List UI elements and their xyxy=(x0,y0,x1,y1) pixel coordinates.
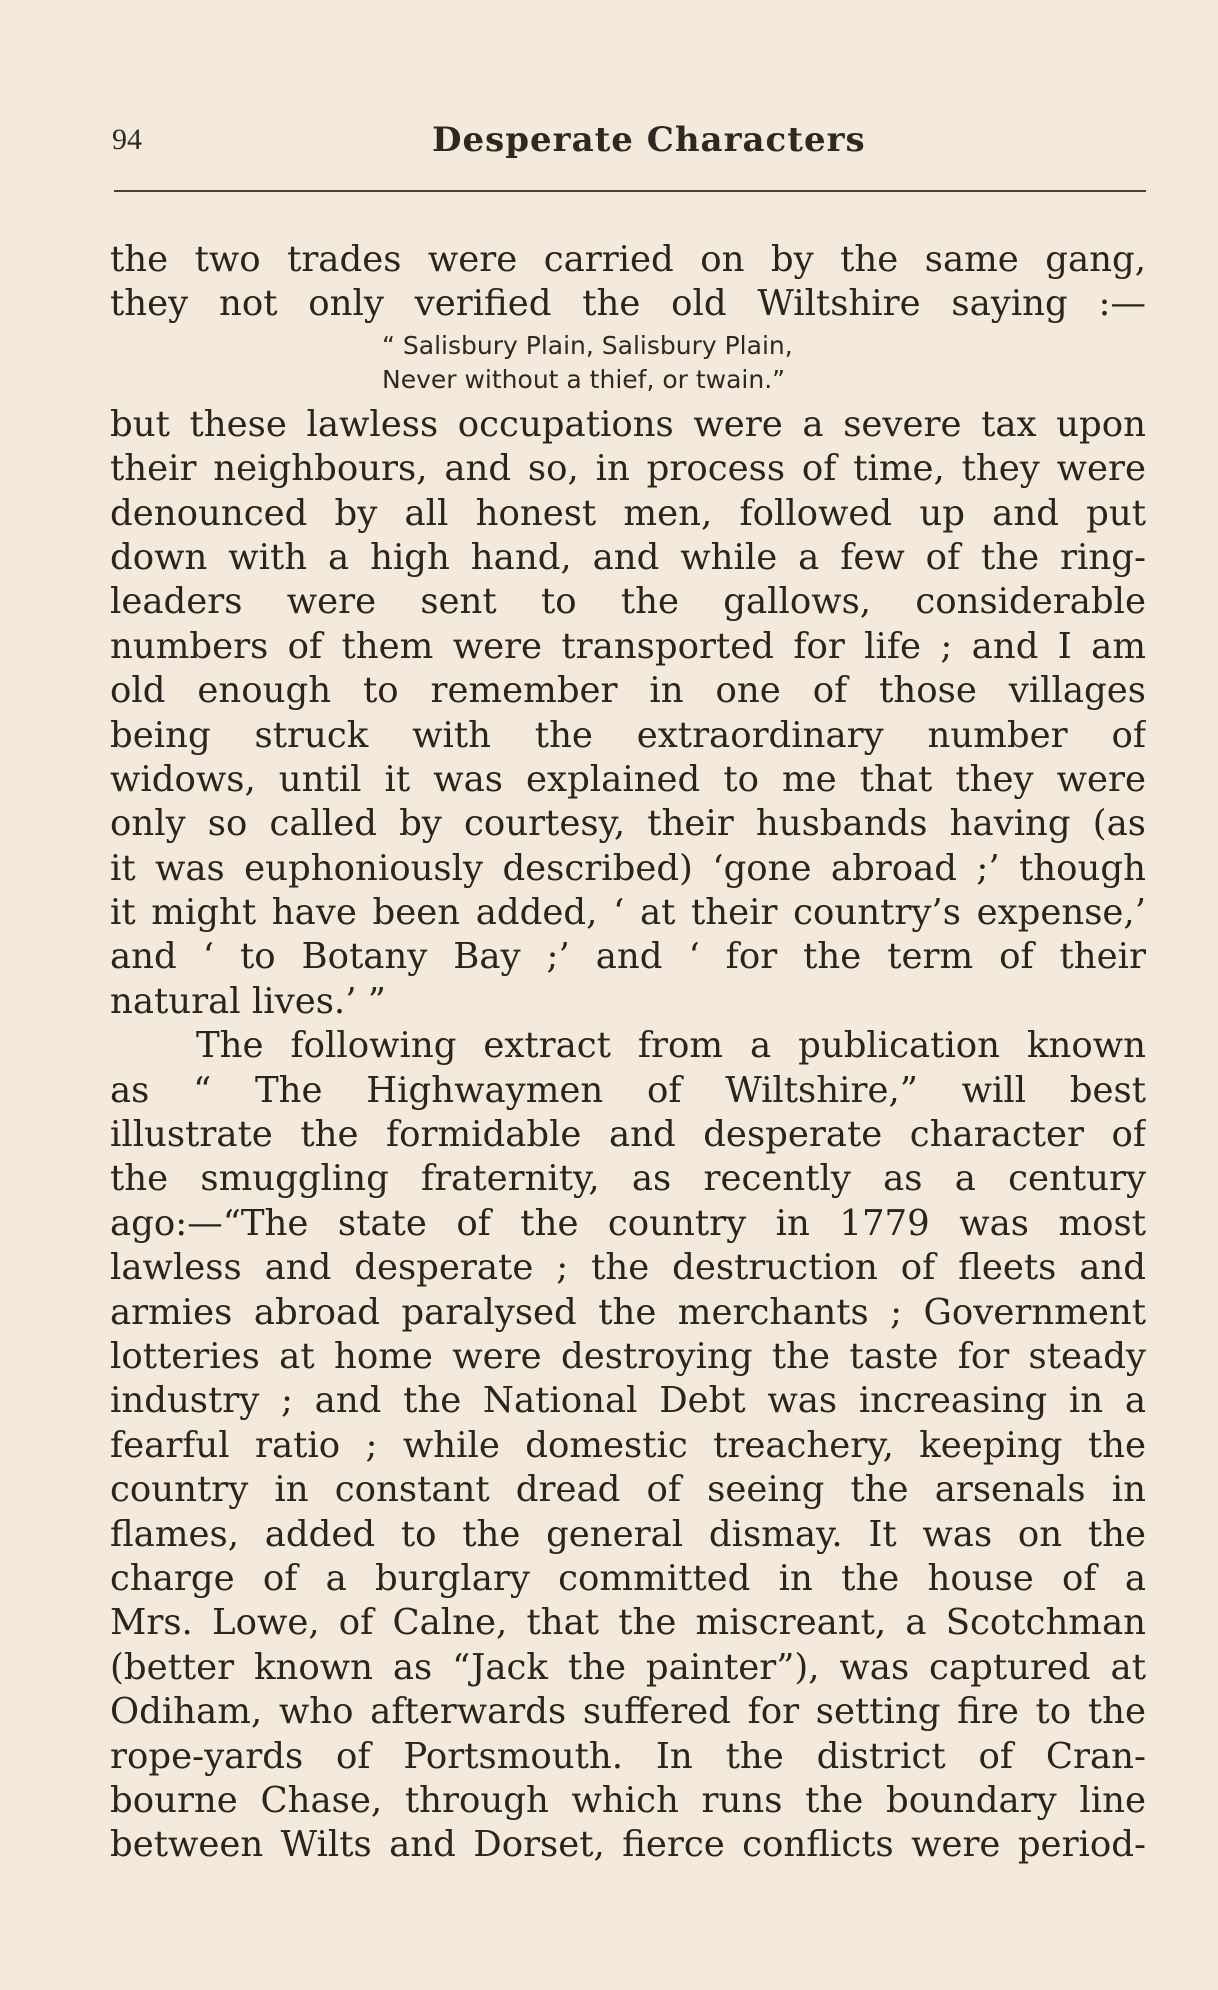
body-text xyxy=(110,238,1146,1868)
header-rule xyxy=(114,190,1146,192)
running-title: Desperate Characters xyxy=(432,120,866,160)
text-line: widows, until it was explained to me that they were xyxy=(110,758,1146,800)
text-line: lotteries at home were destroying the taste for steady xyxy=(110,1335,1146,1377)
text-line: down with a high hand, and while a few of the ring- xyxy=(110,536,1146,578)
text-line: but these lawless occupations were a severe tax upon xyxy=(110,403,1146,445)
text-line: illustrate the formidable and desperate character of xyxy=(110,1114,1146,1156)
text-line: country in constant dread of seeing the arsenals in xyxy=(110,1469,1146,1511)
text-line: being struck with the extraordinary number of xyxy=(110,714,1146,756)
page-number: 94 xyxy=(112,123,142,156)
text-line: leaders were sent to the gallows, considerable xyxy=(110,581,1146,623)
verse-line: Never without a thief, or twain.” xyxy=(382,364,786,394)
text-line: as “ The Highwaymen of Wiltshire,” will best xyxy=(110,1069,1146,1111)
text-line: armies abroad paralysed the merchants ; Government xyxy=(110,1291,1146,1333)
text-line: it might have been added, ‘ at their country’s expense,’ xyxy=(110,892,1146,934)
text-line: flames, added to the general dismay. It was on the xyxy=(110,1513,1146,1555)
text-line: bourne Chase, through which runs the boundary line xyxy=(110,1779,1146,1821)
text-line: old enough to remember in one of those villages xyxy=(110,670,1146,712)
verse-line: “ Salisbury Plain, Salisbury Plain, xyxy=(382,330,793,360)
text-line: between Wilts and Dorset, fierce conflicts were period- xyxy=(110,1824,1146,1866)
text-line: (better known as “Jack the painter”), was captured at xyxy=(110,1646,1146,1688)
text-line: Odiham, who afterwards suffered for setting fire to the xyxy=(110,1691,1146,1733)
text-line: Mrs. Lowe, of Calne, that the miscreant, a Scotchman xyxy=(110,1602,1146,1644)
text-line: the two trades were carried on by the same gang, xyxy=(110,239,1146,280)
text-line: fearful ratio ; while domestic treachery, keeping the xyxy=(110,1424,1146,1466)
text-line: the smuggling fraternity, as recently as a century xyxy=(110,1158,1146,1200)
text-line: industry ; and the National Debt was increasing in a xyxy=(110,1380,1146,1422)
text-line: rope-yards of Portsmouth. In the district of Cran- xyxy=(110,1735,1146,1777)
text-line: they not only verified the old Wiltshire saying :— xyxy=(110,283,1146,325)
text-line: it was euphoniously described) ‘gone abroad ;’ though xyxy=(110,847,1146,889)
page-header xyxy=(112,120,1144,170)
text-line: denounced by all honest men, followed up and put xyxy=(110,492,1146,534)
text-line: lawless and desperate ; the destruction of fleets and xyxy=(110,1247,1146,1289)
text-line: and ‘ to Botany Bay ;’ and ‘ for the term of their xyxy=(110,936,1146,978)
text-line: numbers of them were transported for life ; and I am xyxy=(110,625,1146,667)
text-line: ago:—“The state of the country in 1779 was most xyxy=(110,1202,1146,1244)
text-line: natural lives.’ ” xyxy=(110,980,386,1022)
text-line: charge of a burglary committed in the house of a xyxy=(110,1557,1146,1599)
text-line: their neighbours, and so, in process of time, they were xyxy=(110,448,1146,490)
text-line: The following extract from a publication known xyxy=(196,1025,1146,1067)
text-line: only so called by courtesy, their husbands having (as xyxy=(110,803,1146,845)
